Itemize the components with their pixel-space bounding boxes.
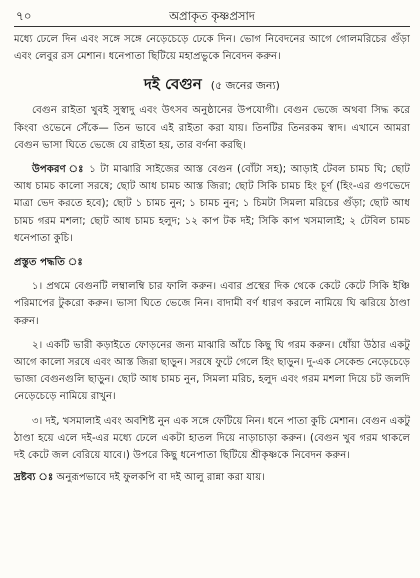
method-step-2: ২। একটি ভারী কড়াইতে ফোড়নের জন্য মাঝারি আঁচে কিছু ঘি গরম করুন। ধোঁয়া উঠার একটু আগে কালো সরষে এবং আস্ত জিরা ছাড়ুন। সরষে ফুটে গেলে হিং ছাড়ুন। দু-এক সেকেন্ড নেড়েচেড়ে ভাজা বেগুনগুলি ছাড়ুন। ছোট আধ চামচ নুন, সিমলা মরিচ, হলুদ এবং গরম মশলা দিয়ে চট জলদি নেড়েচেড়ে নামিয়ে রাখুন।: [14, 339, 410, 403]
method-step-1: ১। প্রথমে বেগুনটি লম্বালম্বি চার ফালি করুন। এবার প্রস্থের দিক থেকে কেটে কেটে সিকি ইঞ্চি পরিমাপের টুকরো করুন। ভাসা ঘিতে ভেজে নিন। বাদামী বর্ণ ধারণ করলে নামিয়ে ঘি ঝরিয়ে ঠাণ্ডা করুন।: [14, 281, 410, 327]
ingredients-label: উপকরণ ঃ: [32, 164, 85, 176]
note-label: দ্রষ্টব্য ঃ: [14, 472, 54, 484]
note-paragraph: [14, 469, 410, 486]
method-step-3: ৩। দই, খসমালাই এবং অবশিষ্ট নুন এক সঙ্গে ফেটিয়ে নিন। ধনে পাতা কুচি মেশান। বেগুন একটু ঠাণ্ডা হয়ে এলে দই-এর মধ্যে ঢেলে একটা হাতল দিয়ে নাড়াচাড়া করুন। (বেগুন খুব গরম থাকলে দই কেটে জল বেরিয়ে যাবে।) উপরে কিছু ধনেপাতা ছিটিয়ে শ্রীকৃষ্ণকে নিবেদন করুন।: [14, 415, 410, 462]
recipe-heading: [14, 73, 410, 98]
recipe-description: বেগুন রাইতা খুবই সুস্বাদু এবং উৎসব অনুষ্ঠানের উপযোগী। বেগুন ভেজে অথবা সিদ্ধ করে কিংবা ওভেনে সেঁকে— তিন ভাবে এই রাইতা করা যায়। তিনটির তিনরকম স্বাদ। এখানে আমরা বেগুন ভাসা ঘিতে ভেজে যে রাইতা হয়, তার বর্ণনা করছি।: [14, 105, 410, 151]
page-number: ৭০: [16, 9, 32, 23]
method-label: প্রস্তুত পদ্ধতি ঃ: [14, 257, 83, 269]
previous-recipe-ending: মধ্যে ঢেলে দিন এবং সঙ্গে সঙ্গে নেড়েচেড়ে ঢেকে দিন। ভোগ নিবেদনের আগে গোলমরিচের গুঁড়া এবং লেবুর রস মেশান। ধনেপাতা ছিটিয়ে মহাপ্রভুকে নিবেদন করুন।: [14, 34, 410, 63]
recipe-title: দই বেগুন: [144, 75, 202, 94]
running-title: অপ্রাকৃত কৃষ্ণপ্রসাদ: [169, 9, 255, 23]
note-text: অনুরূপভাবে দই ফুলকপি বা দই আলু রান্না করা যায়।: [56, 472, 265, 484]
book-page: [14, 6, 410, 486]
recipe-serves: (৫ জনের জন্য): [210, 79, 280, 93]
ingredients-paragraph: [14, 161, 410, 247]
page-header: [14, 6, 410, 27]
ingredients-text: ১ টা মাঝারি সাইজের আস্ত বেগুন (বোঁটা সহ); আড়াই টেবল চামচ ঘি; ছোট আধ চামচ কালো সরষে; ছোট আধ চামচ আস্ত জিরা; ছোট সিকি চামচ হিং চূর্ণ (হিং-এর গুণভেদে মাত্রা ভেদ করতে হবে); ছোট ১ চামচ নুন; ১ চামচ নুন; ১ চিমটা সিমলা মরিচের গুঁড়া; ছোট আধ চামচ গরম মশলা; ছোট আধ চামচ হলুদ; ১২ কাপ টক দই; সিকি কাপ খসমালাই; ২ টেবিল চামচ ধনেপাতা কুচি।: [14, 164, 410, 244]
